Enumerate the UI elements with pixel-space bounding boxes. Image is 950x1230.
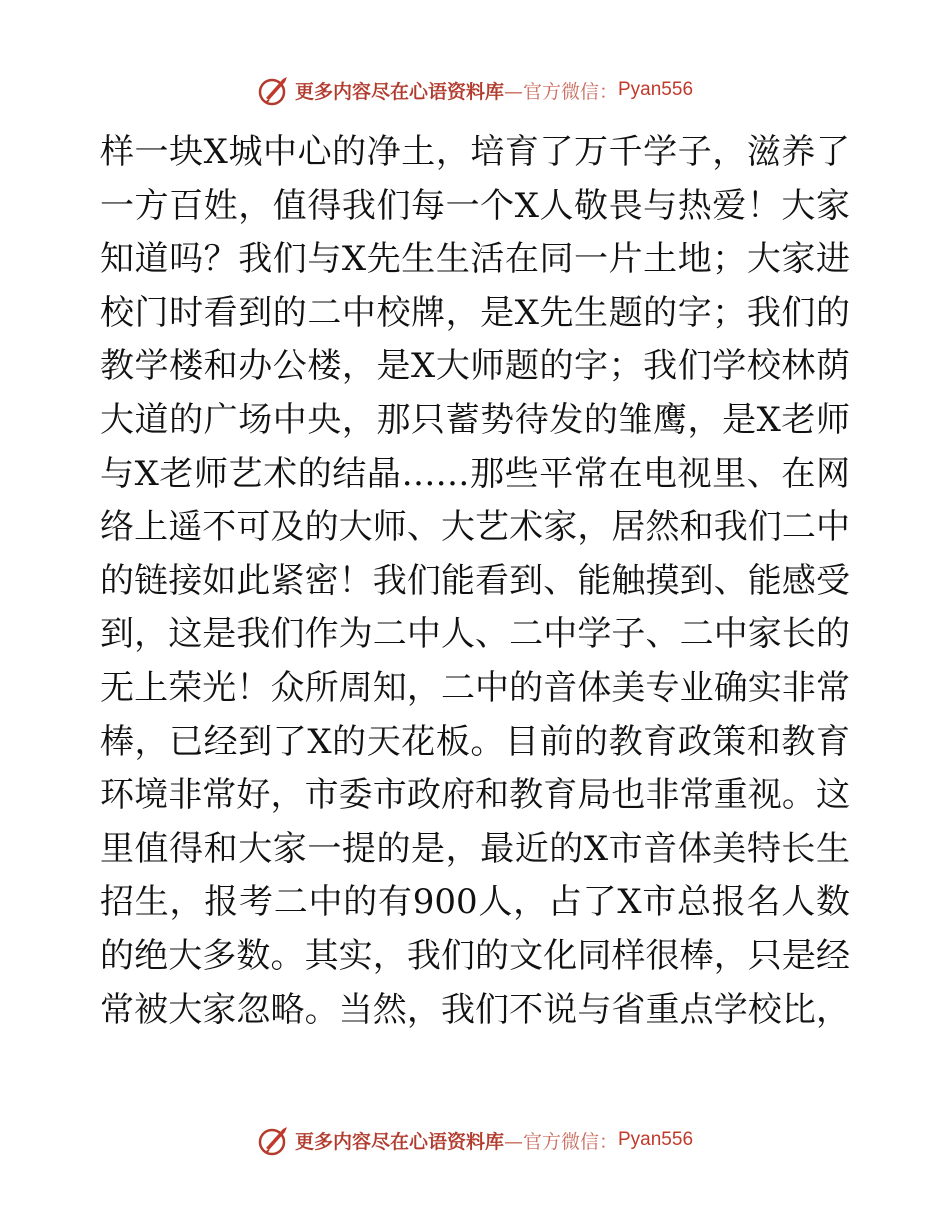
text-line: 校门时看到的二中校牌，是X先生题的字；我们的: [100, 292, 850, 333]
watermark-handle: Pyan556: [618, 79, 694, 100]
quill-pen-logo-icon: [257, 73, 291, 107]
text-line: 大道的广场中央，那只蓄势待发的雏鹰，是X老师: [100, 399, 850, 440]
watermark-handle: Pyan556: [618, 1129, 694, 1150]
text-line: 一方百姓，值得我们每一个X人敬畏与热爱！大家: [100, 185, 850, 226]
quill-pen-logo-icon: [257, 1123, 291, 1157]
header-watermark: [0, 70, 950, 110]
text-line: 络上遥不可及的大师、大艺术家，居然和我们二中: [100, 507, 850, 548]
text-line: 的绝大多数。其实，我们的文化同样很棒，只是经: [100, 935, 850, 976]
text-line: 棒，已经到了X的天花板。目前的教育政策和教育: [100, 721, 850, 762]
text-line: 常被大家忽略。当然，我们不说与省重点学校比，: [100, 989, 850, 1030]
watermark-text: 更多内容尽在心语资料库: [294, 1130, 504, 1153]
text-line: 环境非常好，市委市政府和教育局也非常重视。这: [100, 775, 850, 816]
text-line: 里值得和大家一提的是，最近的X市音体美特长生: [100, 828, 850, 869]
text-line: 到，这是我们作为二中人、二中学子、二中家长的: [100, 614, 850, 655]
text-line: 样一块X城中心的净土，培育了万千学子，滋养了: [100, 132, 850, 172]
text-line: 无上荣光！众所周知，二中的音体美专业确实非常: [100, 667, 850, 708]
text-line: 知道吗？我们与X先生生活在同一片土地；大家进: [100, 239, 850, 280]
document-body: [100, 126, 850, 1037]
footer-watermark: [0, 1120, 950, 1160]
watermark-text: 更多内容尽在心语资料库: [294, 80, 504, 103]
text-line: 教学楼和办公楼，是X大师题的字；我们学校林荫: [100, 346, 850, 387]
watermark-separator: —官方微信：: [503, 80, 618, 103]
text-line: 与X老师艺术的结晶……那些平常在电视里、在网: [100, 453, 850, 494]
text-line: 的链接如此紧密！我们能看到、能触摸到、能感受: [100, 560, 850, 601]
watermark-separator: —官方微信：: [503, 1130, 618, 1153]
text-line: 招生，报考二中的有900人，占了X市总报名人数: [100, 882, 850, 923]
